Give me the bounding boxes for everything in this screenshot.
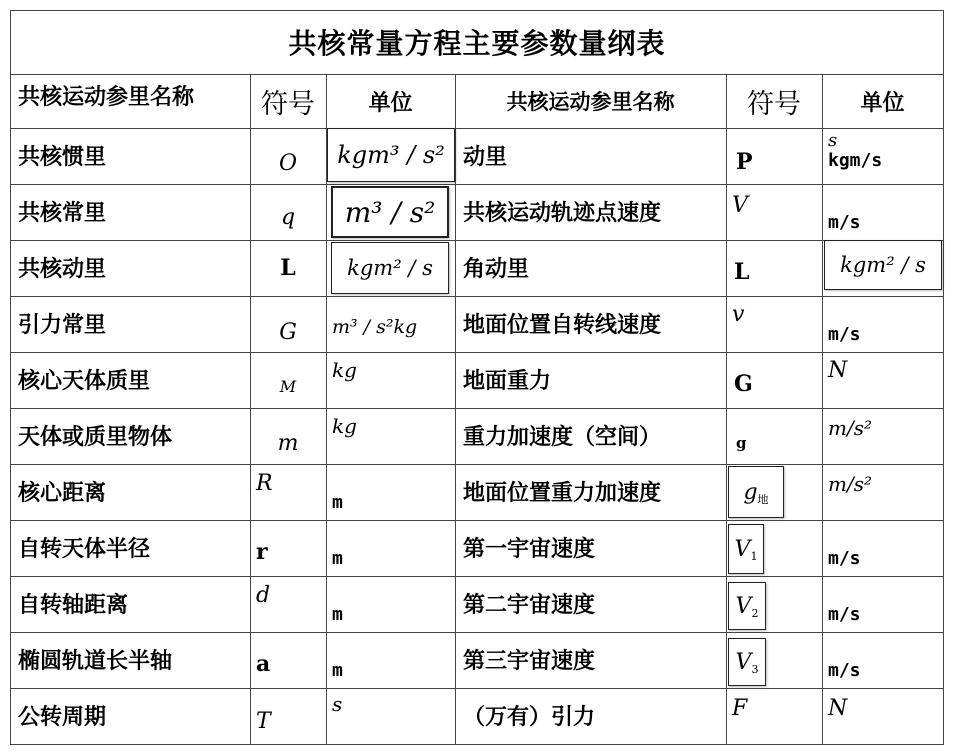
param-unit: m — [332, 492, 343, 513]
param-unit: kg — [332, 358, 357, 382]
symbol-subscript: 1 — [750, 549, 758, 563]
param-unit: m — [332, 660, 343, 681]
param-unit-right: m/s² — [828, 416, 872, 440]
header-symbol-left: 符号 — [261, 88, 315, 120]
grid-line — [10, 10, 944, 11]
symbol-subscript: 2 — [751, 606, 759, 620]
param-unit-right: m/s — [828, 324, 861, 345]
param-name-right: 第三宇宙速度 — [463, 649, 596, 674]
param-symbol-right: F — [732, 695, 748, 721]
symbol-subscript: 地 — [757, 493, 769, 506]
param-name-right: 地面位置自转线速度 — [463, 313, 662, 338]
param-name: 自转天体半径 — [18, 537, 151, 562]
symbol-subscript: 3 — [751, 662, 759, 676]
param-symbol: L — [280, 255, 296, 281]
param-symbol: T — [256, 708, 271, 734]
header-name-right: 共核运动参里名称 — [506, 90, 675, 114]
param-unit-right: N — [828, 358, 848, 383]
param-symbol-right: L — [734, 259, 750, 285]
param-name-right: 地面重力 — [463, 369, 552, 394]
param-unit-right: m/s — [828, 660, 861, 681]
param-symbol-right: V — [732, 192, 748, 218]
param-name-right: （万有）引力 — [463, 705, 596, 730]
param-unit-right: kgm² / s — [824, 240, 942, 290]
param-unit: kgm² / s — [331, 242, 449, 294]
param-name-right: 共核运动轨迹点速度 — [463, 201, 662, 226]
param-unit: m — [332, 604, 343, 625]
param-unit: m³ / s²kg — [332, 316, 418, 338]
header-unit-left: 单位 — [368, 90, 413, 116]
param-unit: kg — [332, 414, 357, 438]
symbol-letter: V — [735, 593, 752, 619]
param-symbol: O — [278, 150, 298, 176]
param-unit-right: N — [828, 696, 848, 721]
param-unit-right: m/s — [828, 604, 861, 625]
param-name-right: 重力加速度（空间） — [463, 425, 662, 450]
param-name: 共核常里 — [18, 201, 107, 226]
param-symbol: R — [256, 470, 273, 496]
param-unit-right: m/s — [828, 548, 861, 569]
param-unit-right: m/s² — [828, 472, 872, 496]
param-unit-right: m/s — [828, 212, 861, 233]
param-unit: kgm³ / s² — [327, 128, 455, 182]
param-unit: m³ / s² — [331, 186, 449, 238]
param-symbol: r — [256, 539, 268, 565]
header-symbol-right: 符号 — [747, 88, 801, 120]
table-title: 共核常量方程主要参数量纲表 — [288, 27, 666, 60]
param-symbol-right — [728, 524, 764, 574]
param-symbol: d — [256, 582, 271, 608]
symbol-letter: g — [743, 479, 758, 505]
param-symbol-right — [728, 466, 784, 518]
param-symbol-right: v — [732, 301, 745, 327]
param-name: 引力常里 — [18, 313, 107, 338]
param-unit: m — [332, 548, 343, 569]
header-unit-right: 单位 — [860, 90, 905, 116]
param-name: 核心距离 — [18, 481, 107, 506]
param-name: 自转轴距离 — [18, 593, 129, 618]
header-name-left: 共核运动参里名称 — [18, 85, 195, 110]
param-name: 天体或质里物体 — [18, 425, 173, 450]
param-name-right: 第一宇宙速度 — [463, 537, 596, 562]
param-symbol: q — [280, 204, 296, 230]
param-symbol: M — [279, 376, 297, 396]
param-symbol-right: G — [734, 371, 753, 397]
symbol-letter: V — [734, 536, 751, 562]
param-name: 共核动里 — [18, 257, 107, 282]
grid-line — [943, 10, 944, 744]
param-symbol: G — [279, 319, 297, 345]
param-name: 椭圆轨道长半轴 — [18, 649, 173, 674]
param-symbol-right — [728, 638, 766, 686]
param-name-right: 地面位置重力加速度 — [463, 481, 662, 506]
param-name-right: 第二宇宙速度 — [463, 593, 596, 618]
param-unit: s — [332, 692, 343, 716]
param-name-right: 动里 — [463, 145, 508, 170]
param-symbol: m — [277, 430, 299, 456]
param-name: 共核惯里 — [18, 145, 107, 170]
param-unit-right-mark: s — [828, 130, 838, 148]
param-name: 公转周期 — [18, 705, 107, 730]
param-name-right: 角动里 — [463, 257, 530, 282]
param-symbol-right: P — [736, 149, 753, 175]
param-unit-right: kgm/s — [828, 150, 883, 171]
param-symbol-right — [728, 582, 766, 630]
grid-line — [10, 744, 944, 745]
param-symbol-right: g — [736, 434, 747, 452]
param-symbol: a — [256, 651, 271, 677]
param-name: 核心天体质里 — [18, 369, 151, 394]
symbol-letter: V — [735, 649, 752, 675]
